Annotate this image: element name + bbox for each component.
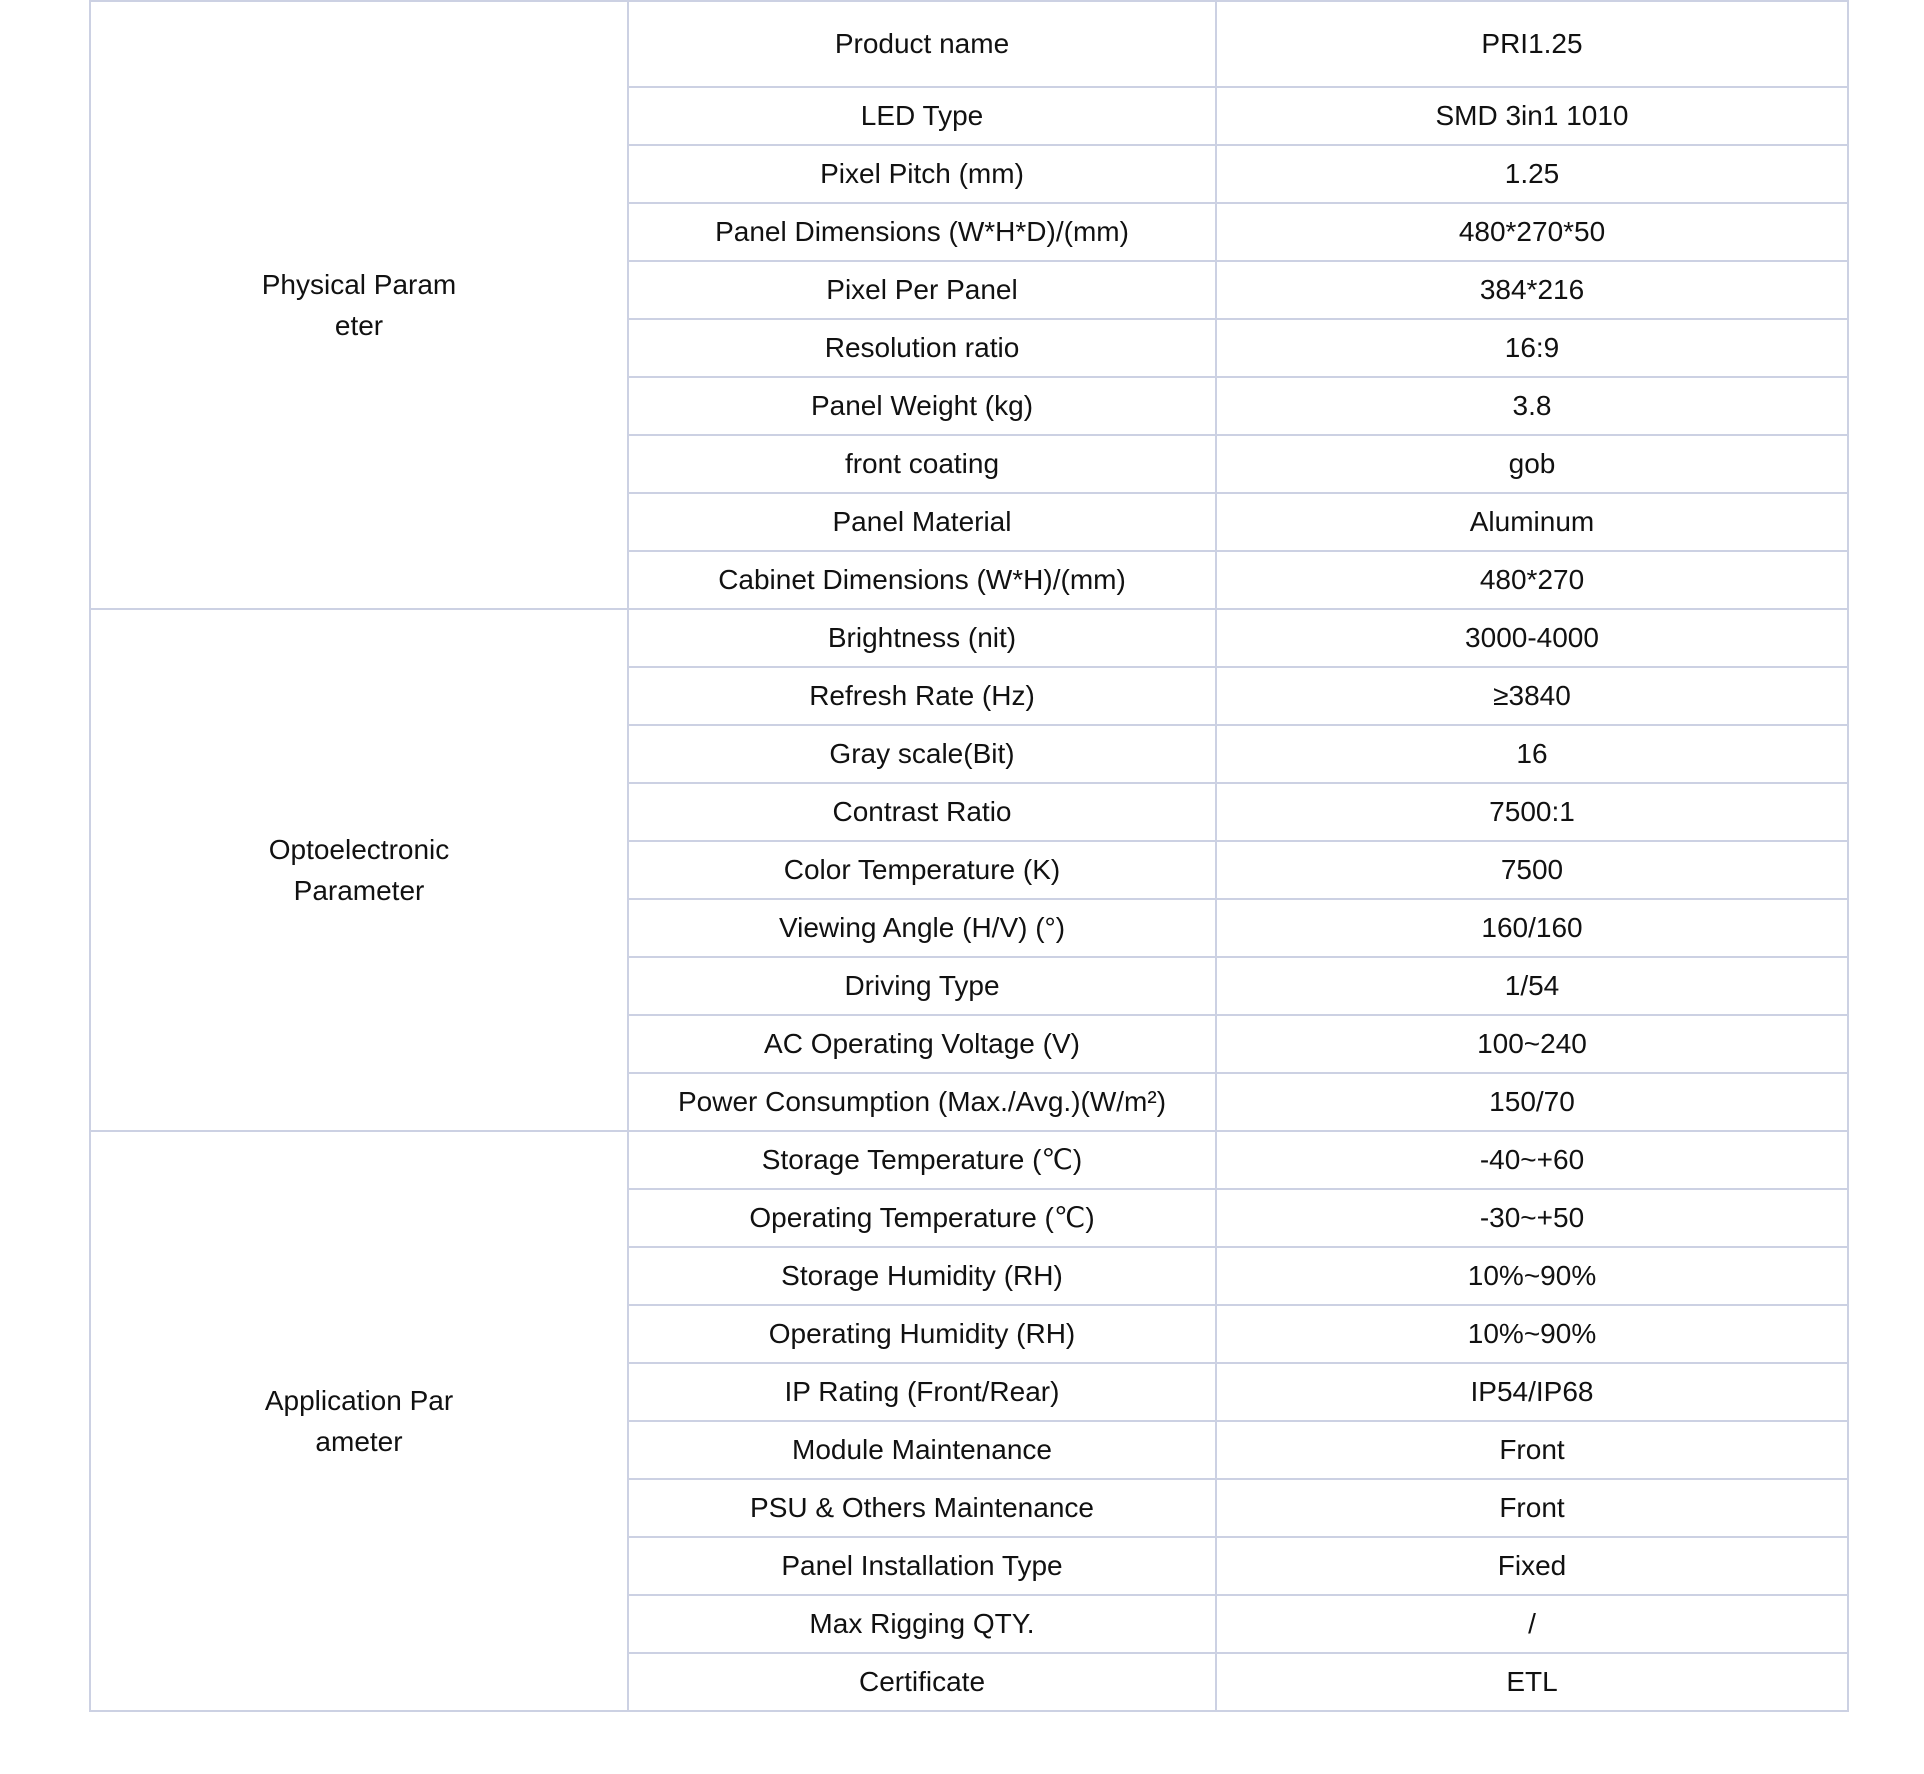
parameter-value-cell: 10%~90% bbox=[1216, 1247, 1848, 1305]
table-row bbox=[90, 1131, 1848, 1189]
parameter-value-cell: SMD 3in1 1010 bbox=[1216, 87, 1848, 145]
parameter-name-cell: Brightness (nit) bbox=[628, 609, 1216, 667]
parameter-name-cell: Module Maintenance bbox=[628, 1421, 1216, 1479]
parameter-name-cell: Power Consumption (Max./Avg.)(W/m²) bbox=[628, 1073, 1216, 1131]
parameter-value-cell: gob bbox=[1216, 435, 1848, 493]
parameter-name-cell: Panel Material bbox=[628, 493, 1216, 551]
group-label-cell bbox=[90, 609, 628, 1131]
parameter-name-cell: Panel Installation Type bbox=[628, 1537, 1216, 1595]
parameter-value-cell: 1/54 bbox=[1216, 957, 1848, 1015]
parameter-name-cell: Operating Humidity (RH) bbox=[628, 1305, 1216, 1363]
parameter-name-cell: Panel Weight (kg) bbox=[628, 377, 1216, 435]
parameter-name-cell: Operating Temperature (℃) bbox=[628, 1189, 1216, 1247]
parameter-value-cell: 16 bbox=[1216, 725, 1848, 783]
parameter-name-cell: Pixel Per Panel bbox=[628, 261, 1216, 319]
parameter-value-cell: Front bbox=[1216, 1479, 1848, 1537]
table-row bbox=[90, 1, 1848, 87]
parameter-name-cell: IP Rating (Front/Rear) bbox=[628, 1363, 1216, 1421]
parameter-value-cell: 160/160 bbox=[1216, 899, 1848, 957]
parameter-name-cell: Gray scale(Bit) bbox=[628, 725, 1216, 783]
parameter-name-cell: Cabinet Dimensions (W*H)/(mm) bbox=[628, 551, 1216, 609]
parameter-name-cell: Storage Temperature (℃) bbox=[628, 1131, 1216, 1189]
parameter-name-cell: AC Operating Voltage (V) bbox=[628, 1015, 1216, 1073]
group-label: Optoelectronic Parameter bbox=[268, 834, 450, 906]
parameter-name-cell: PSU & Others Maintenance bbox=[628, 1479, 1216, 1537]
parameter-name-cell: Certificate bbox=[628, 1653, 1216, 1711]
parameter-value-cell: 480*270 bbox=[1216, 551, 1848, 609]
parameter-name-cell: Contrast Ratio bbox=[628, 783, 1216, 841]
parameter-value-cell: Aluminum bbox=[1216, 493, 1848, 551]
parameter-name-cell: Panel Dimensions (W*H*D)/(mm) bbox=[628, 203, 1216, 261]
parameter-name-cell: Pixel Pitch (mm) bbox=[628, 145, 1216, 203]
parameter-name-cell: Color Temperature (K) bbox=[628, 841, 1216, 899]
parameter-value-cell: 16:9 bbox=[1216, 319, 1848, 377]
parameter-name-cell: Viewing Angle (H/V) (°) bbox=[628, 899, 1216, 957]
parameter-value-cell: -30~+50 bbox=[1216, 1189, 1848, 1247]
parameter-name-cell: LED Type bbox=[628, 87, 1216, 145]
parameter-value-cell: Front bbox=[1216, 1421, 1848, 1479]
parameter-value-cell: IP54/IP68 bbox=[1216, 1363, 1848, 1421]
parameter-name-cell: front coating bbox=[628, 435, 1216, 493]
parameter-name-cell: Max Rigging QTY. bbox=[628, 1595, 1216, 1653]
parameter-value-cell: -40~+60 bbox=[1216, 1131, 1848, 1189]
spec-table bbox=[89, 0, 1849, 1712]
parameter-value-cell: 150/70 bbox=[1216, 1073, 1848, 1131]
parameter-name-cell: Storage Humidity (RH) bbox=[628, 1247, 1216, 1305]
parameter-value-cell: 10%~90% bbox=[1216, 1305, 1848, 1363]
parameter-value-cell: 384*216 bbox=[1216, 261, 1848, 319]
group-label-cell bbox=[90, 1131, 628, 1711]
parameter-name-cell: Resolution ratio bbox=[628, 319, 1216, 377]
parameter-name-cell: Product name bbox=[628, 1, 1216, 87]
parameter-value-cell: 3000-4000 bbox=[1216, 609, 1848, 667]
parameter-value-cell: / bbox=[1216, 1595, 1848, 1653]
parameter-value-cell: Fixed bbox=[1216, 1537, 1848, 1595]
parameter-value-cell: 3.8 bbox=[1216, 377, 1848, 435]
parameter-value-cell: 7500 bbox=[1216, 841, 1848, 899]
parameter-value-cell: ETL bbox=[1216, 1653, 1848, 1711]
group-label: Application Parameter bbox=[264, 1385, 454, 1457]
parameter-name-cell: Driving Type bbox=[628, 957, 1216, 1015]
parameter-value-cell: 1.25 bbox=[1216, 145, 1848, 203]
parameter-value-cell: 480*270*50 bbox=[1216, 203, 1848, 261]
parameter-value-cell: 7500:1 bbox=[1216, 783, 1848, 841]
group-label: Physical Parameter bbox=[261, 269, 457, 341]
spec-table-body bbox=[90, 1, 1848, 1711]
group-label-cell bbox=[90, 1, 628, 609]
parameter-value-cell: 100~240 bbox=[1216, 1015, 1848, 1073]
parameter-name-cell: Refresh Rate (Hz) bbox=[628, 667, 1216, 725]
table-row bbox=[90, 609, 1848, 667]
parameter-value-cell: PRI1.25 bbox=[1216, 1, 1848, 87]
parameter-value-cell: ≥3840 bbox=[1216, 667, 1848, 725]
